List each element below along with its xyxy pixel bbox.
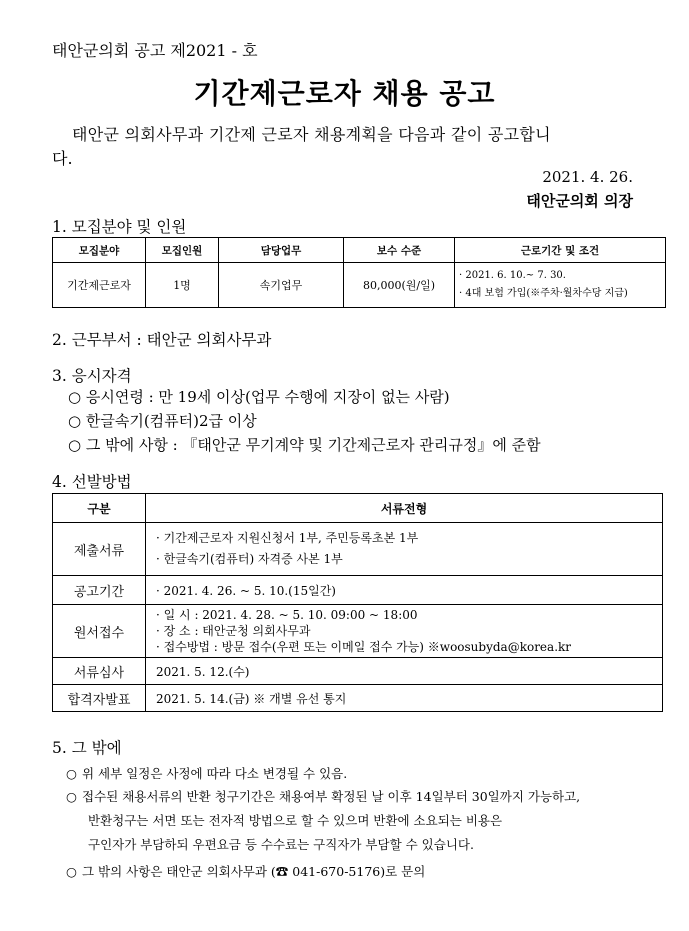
application-place: · 장 소 : 태안군청 의회사무과 [156, 624, 311, 638]
section4-heading: 4. 선발방법 [52, 473, 132, 491]
value-announcement: 2021. 5. 14.(금) ※ 개별 유선 통지 [146, 685, 663, 712]
qualification-age: ○ 응시연령 : 만 19세 이상(업무 수행에 지장이 없는 사람) [68, 388, 450, 406]
section5-heading: 5. 그 밖에 [52, 739, 122, 757]
section1-heading: 1. 모집분야 및 인원 [52, 218, 187, 236]
documents-line2: · 한글속기(컴퓨터) 자격증 사본 1부 [156, 552, 343, 566]
col-conditions: 근로기간 및 조건 [455, 238, 666, 263]
bullet-icon: ○ [66, 766, 77, 781]
condition-period: · 2021. 6. 10.~ 7. 30. [459, 270, 566, 281]
cell-duty: 속기업무 [219, 263, 344, 308]
table-row [53, 523, 663, 576]
section3-heading: 3. 응시자격 [52, 367, 132, 385]
recruitment-table [52, 237, 666, 308]
cell-conditions [455, 263, 666, 308]
intro-text-line1: 태안군 의회사무과 기간제 근로자 채용계획을 다음과 같이 공고합니 [72, 125, 551, 144]
col-pay: 보수 수준 [344, 238, 455, 263]
note-schedule: ○ 위 세부 일정은 사정에 따라 다소 변경될 수 있음. [66, 766, 348, 781]
col-duty: 담당업무 [219, 238, 344, 263]
table-row [53, 263, 666, 308]
note-return-line3: 구인자가 부담하되 우편요금 등 수수료는 구직자가 부담할 수 있습니다. [88, 837, 474, 852]
col-category: 구분 [53, 494, 146, 523]
label-documents: 제출서류 [53, 523, 146, 576]
table-header-row [53, 238, 666, 263]
page-title: 기간제근로자 채용 공고 [193, 77, 496, 110]
notice-number: 태안군의회 공고 제2021 - 호 [52, 41, 258, 60]
notice-date: 2021. 4. 26. [542, 168, 633, 186]
table-row [53, 658, 663, 685]
label-announcement: 합격자발표 [53, 685, 146, 712]
condition-insurance: · 4대 보험 가입(※주차·월차수당 지급) [459, 288, 628, 299]
note-return-line2: 반환청구는 서면 또는 전자적 방법으로 할 수 있으며 반환에 소요되는 비용은 [88, 813, 503, 828]
value-review: 2021. 5. 12.(수) [146, 658, 663, 685]
cell-pay: 80,000(원/일) [344, 263, 455, 308]
col-count: 모집인원 [146, 238, 219, 263]
table-row [53, 576, 663, 605]
col-field: 모집분야 [53, 238, 146, 263]
bullet-icon: ○ [66, 864, 77, 879]
label-review: 서류심사 [53, 658, 146, 685]
qualification-cert: ○ 한글속기(컴퓨터)2급 이상 [68, 412, 257, 430]
application-method: · 접수방법 : 방문 접수(우편 또는 이메일 접수 가능) ※woosubyda@korea.kr [156, 640, 572, 654]
issuer: 태안군의회 의장 [526, 192, 633, 210]
intro-text-line2: 다. [52, 149, 73, 168]
value-period: · 2021. 4. 26. ~ 5. 10.(15일간) [146, 576, 663, 605]
selection-table [52, 493, 663, 712]
note-return-line1: ○ 접수된 채용서류의 반환 청구기간은 채용여부 확정된 날 이후 14일부터 30일까지 가능하고, [66, 789, 581, 804]
value-application [146, 605, 663, 658]
table-row [53, 605, 663, 658]
application-time: · 일 시 : 2021. 4. 28. ~ 5. 10. 09:00 ~ 18:00 [156, 608, 418, 622]
value-documents [146, 523, 663, 576]
note-contact: ○ 그 밖의 사항은 태안군 의회사무과 (☎ 041-670-5176)로 문의 [66, 864, 426, 879]
bullet-icon: ○ [66, 789, 77, 804]
cell-field: 기간제근로자 [53, 263, 146, 308]
cell-count: 1명 [146, 263, 219, 308]
label-period: 공고기간 [53, 576, 146, 605]
label-application: 원서접수 [53, 605, 146, 658]
section2-heading: 2. 근무부서 : 태안군 의회사무과 [52, 331, 272, 349]
qualification-other: ○ 그 밖에 사항 : 『태안군 무기계약 및 기간제근로자 관리규정』에 준함 [68, 436, 541, 454]
documents-line1: · 기간제근로자 지원신청서 1부, 주민등록초본 1부 [156, 531, 419, 545]
col-document-screening: 서류전형 [146, 494, 663, 523]
table-header-row [53, 494, 663, 523]
table-row [53, 685, 663, 712]
